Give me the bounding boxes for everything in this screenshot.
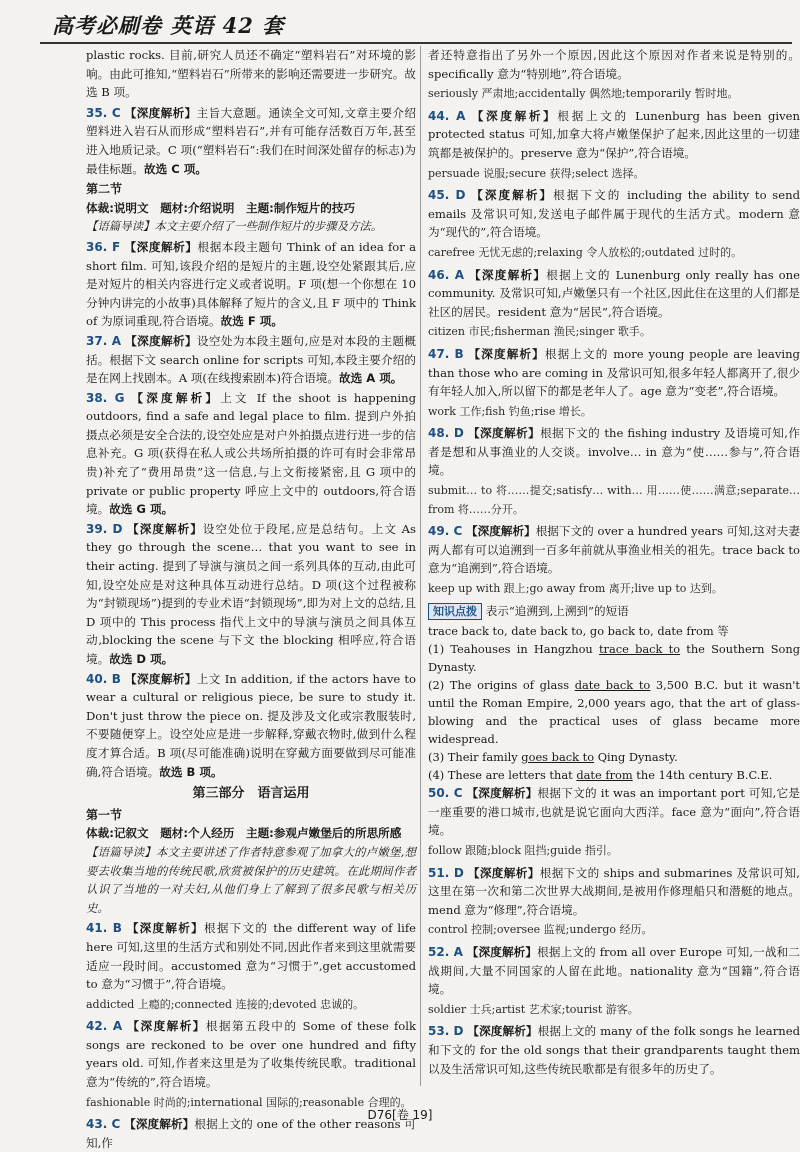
example-text: (4) These are letters that (428, 768, 577, 783)
analysis-tag: 【深度解析】 (467, 1024, 538, 1039)
analysis-text: 主旨大意题。通读全文可知,文章主要介绍塑料进入岩石从而形成“塑料岩石”,并有可能存活数百万年,甚至进入地质记录。C 项(“塑料岩石”:我们在时间深处留存的标志)为最佳标题。 (86, 105, 416, 176)
analysis-tag: 【深度解析】 (124, 239, 198, 254)
question-number: 43. C (86, 1117, 121, 1132)
analysis-text: 根据下文的 the fishing industry 及语境可知,作者是想和从事渔业的人交谈。involve… in 意为“使……参与”,符合语境。 (428, 426, 800, 478)
analysis-tag: 【深度解析】 (467, 865, 540, 880)
vocab-note: carefree 无忧无虑的;relaxing 令人放松的;outdated 过时的。 (428, 245, 743, 259)
answer-choice: 故选 C 项。 (143, 161, 207, 176)
answer-item-42 (86, 1017, 416, 1091)
example-sentence-2 (428, 676, 800, 748)
question-number: 51. D (428, 865, 464, 880)
question-number: 35. C (86, 105, 121, 120)
analysis-text: 根据下文的 ships and submarines 及常识可知,这里在第一次和第二次世界大战期间,是被用作修理船只和潜艇的地点。mend 意为“修理”,符合语境。 (428, 865, 800, 917)
analysis-tag: 【深度解析】 (125, 671, 197, 686)
analysis-text: 设空处为本段主题句,应是对本段的主题概括。根据下文 search online for scripts 可知,本段主要介绍的是在网上找剧本。A 项(在线搜索剧本)符合语境。 (86, 333, 416, 386)
analysis-tag: 【深度解析】 (471, 188, 554, 203)
page-number: D76[卷 19] (367, 1108, 433, 1122)
analysis-tag: 【深度解析】 (465, 524, 536, 539)
question-number: 44. A (428, 108, 466, 123)
continued-text: 者还特意指出了另外一个原因,因此这个原因对作者来说是特别的。specifically 意为“特别地”,符合语境。 (428, 48, 800, 81)
question-number: 36. F (86, 239, 121, 254)
vocab-note: keep up with 跟上;go away from 离开;live up to 达到。 (428, 582, 723, 596)
vocab-note: control 控制;oversee 监视;undergo 经历。 (428, 923, 653, 937)
phrase-list: trace back to, date back to, go back to, date from 等 (428, 624, 729, 639)
example-phrase: trace back to (598, 642, 681, 657)
answer-item-49 (428, 522, 800, 578)
answer-choice: 故选 D 项。 (109, 652, 174, 666)
answer-choice: 故选 G 项。 (109, 502, 174, 517)
answer-item-39 (86, 520, 416, 669)
answer-item-47 (428, 345, 800, 401)
analysis-text: 根据下文的 over a hundred years 可知,这对夫妻两人都有可以追溯到一百多年前就从事渔业相关的祖先。trace back to 意为“追溯到”,符合语境。 (428, 524, 800, 576)
analysis-text: 根据上文的 one of the other reasons 可知,作 (86, 1117, 416, 1150)
part-heading: 第三部分 语言运用 (192, 786, 310, 802)
vocab-note: follow 跟随;block 阻挡;guide 指引。 (428, 844, 618, 857)
right-column (428, 46, 800, 1086)
analysis-tag: 【深度解析】 (131, 390, 221, 405)
analysis-tag: 【深度解析】 (469, 267, 547, 282)
analysis-text: 根据第五段中的 Some of these folk songs are reckoned to be over one hundred and fifty years old. 可知,作者来这里是为了收集传统民歌。traditional 意为“传统的”,符合语境。 (86, 1019, 416, 1090)
answer-item-37 (86, 332, 416, 388)
answer-choice: 故选 B 项。 (159, 764, 223, 779)
genre-line: 体裁:记叙文 题材:个人经历 主题:参观卢嫩堡后的所思所感 (86, 826, 402, 841)
answer-item-46 (428, 266, 800, 322)
answer-choice: 故选 A 项。 (338, 371, 403, 386)
question-number: 39. D (86, 521, 123, 536)
example-text: the 14th century B.C.E. (632, 768, 773, 783)
answer-item-50 (428, 784, 800, 840)
book-title: 高考必刷卷 英语 42 套 (52, 13, 285, 38)
question-number: 48. D (428, 426, 464, 441)
analysis-tag: 【深度解析】 (466, 944, 538, 959)
example-text: Qing Dynasty. (594, 750, 678, 765)
answer-choice: 故选 F 项。 (220, 314, 283, 329)
answer-item-44 (428, 107, 800, 163)
vocab-note: citizen 市民;fisherman 渔民;singer 歌手。 (428, 325, 651, 339)
analysis-text: 设空处位于段尾,应是总结句。上文 As they go through the scene… that you want to see in their acting. 提到了导演与演员之间一系列具体的互动,由此可知,设空处应是对这种具体互动进行总结。D 项(这个过程被称为“封锁现场”)提到的专业术语“封锁现场”,即为对上文的总结,且 D 项中的 This process 指代上文中的导演与演员之间具体互动,blocking the scene 与下文 the blocking 相呼应,符合语境。 (86, 521, 416, 666)
example-sentence-3 (428, 748, 800, 766)
analysis-tag: 【深度解析】 (127, 1019, 206, 1034)
answer-item-38 (86, 389, 416, 519)
analysis-tag: 【深度解析】 (471, 108, 558, 123)
header-rule (40, 42, 792, 44)
knowledge-point-title: 表示“追溯到,上溯到”的短语 (485, 603, 629, 618)
question-number: 45. D (428, 188, 466, 203)
vocab-note: persuade 说服;secure 获得;select 选择。 (428, 166, 645, 180)
example-phrase: date from (576, 768, 633, 783)
continued-text: plastic rocks. 目前,研究人员还不确定“塑料岩石”对环境的影响。由此可推知,“塑料岩石”所带来的影响还需要进一步研究。故选 B 项。 (86, 48, 416, 100)
analysis-tag: 【深度解析】 (124, 105, 197, 120)
analysis-text: 上文 If the shoot is happening outdoors, find a safe and legal place to film. 提到户外拍摄点必须是安全合法的,设空处应是对户外拍摄点进行进一步的信息补充。G 项(获得在私人或公共场所拍摄的许可有时会非常昂贵)补充了“费用昂贵”这一信息,与上文衔接紧密,且 G 项中的 private or public property 呼应上文中的 outdoors,符合语境。 (86, 390, 417, 517)
question-number: 52. A (428, 944, 463, 959)
analysis-text: 根据上文的 Lunenburg only really has one community. 及常识可知,卢嫩堡只有一个社区,因此住在这里的人们都是社区的居民。resident 意为“居民”,符合语境。 (428, 267, 800, 319)
analysis-text: 根据下文的 it was an important port 可知,它是一座重要的港口城市,也就是说它面向大西洋。face 意为“面向”,符合语境。 (428, 786, 800, 838)
example-text: (1) Teahouses in Hangzhou (428, 642, 599, 657)
answer-item-40 (86, 670, 416, 782)
answer-item-41 (86, 919, 416, 993)
answer-item-35 (86, 104, 416, 178)
answer-item-45 (428, 186, 800, 242)
example-phrase: goes back to (521, 750, 595, 765)
vocab-note: work 工作;fish 钓鱼;rise 增长。 (428, 404, 592, 418)
analysis-tag: 【深度解析】 (125, 333, 197, 348)
question-number: 38. G (86, 390, 125, 405)
section-title: 第二节 (86, 182, 123, 197)
example-text: the Southern Song Dynasty. (428, 642, 800, 675)
column-divider (420, 46, 421, 1086)
question-number: 47. B (428, 346, 464, 361)
analysis-tag: 【深度解析】 (124, 1117, 195, 1132)
example-text: (2) The origins of glass (428, 678, 575, 693)
analysis-text: 根据下文的 the different way of life here 可知,这里的生活方式和别处不同,因此作者来到这里就需要适应一段时间。accustomed 意为“习惯于”,get accustomed to 意为“习惯于”,符合语境。 (86, 921, 416, 992)
passage-intro: 【语篇导读】本文主要介绍了一些制作短片的步骤及方法。 (86, 219, 383, 234)
vocab-note: seriously 严肃地;accidentally 偶然地;temporarily 暂时地。 (428, 87, 739, 101)
question-number: 53. D (428, 1024, 464, 1039)
example-sentence-1 (428, 640, 800, 676)
answer-item-51 (428, 864, 800, 920)
analysis-text: 根据上文的 many of the folk songs he learned 和下文的 for the old songs that their grandparents taught them 以及生活常识可知,这些传统民歌都是有很多年的历史了。 (428, 1024, 800, 1076)
answer-item-48 (428, 424, 800, 480)
analysis-tag: 【深度解析】 (468, 346, 545, 361)
answer-item-36 (86, 238, 416, 331)
example-phrase: date back to (574, 678, 651, 693)
analysis-tag: 【深度解析】 (126, 921, 204, 936)
analysis-text: 根据上文的 from all over Europe 可知,一战和二战期间,大量不同国家的人留在此地。nationality 意为“国籍”,符合语境。 (428, 944, 800, 997)
knowledge-point-box (428, 602, 800, 621)
example-text: 3,500 B.C. but it wasn't until the Roman Empire, 2,000 years ago, that the art of glass-blowing and the practical uses of glass became more widespread. (428, 678, 800, 747)
analysis-tag: 【深度解析】 (466, 786, 538, 801)
answer-item-52 (428, 943, 800, 999)
question-number: 40. B (86, 671, 121, 686)
question-number: 49. C (428, 524, 463, 539)
analysis-text: 上文 In addition, if the actors have to wear a cultural or religious piece, be sure to study it. Don't just throw the piece on. 提及涉及文化或宗教服装时,不要随便穿上。设空处应是进一步解释,穿戴衣物时,做到什么程度才算合适。B 项(尽可能准确)说明在穿戴方面要做到尽可能准确,符合语境。 (86, 671, 416, 779)
passage-intro: 【语篇导读】本文主要讲述了作者特意参观了加拿大的卢嫩堡,想要去收集当地的传统民歌,欣赏被保护的历史建筑。在此期间作者认识了当地的一对夫妇,从他们身上了解到了很多民歌与相关历史。 (86, 844, 416, 915)
analysis-text: 根据上文的 Lunenburg has been given protected status 可知,加拿大将卢嫩堡保护了起来,因此这里的一切建筑都是被保护的。preserve 意为“保护”,符合语境。 (428, 108, 800, 160)
question-number: 46. A (428, 267, 465, 282)
genre-line: 体裁:说明文 题材:介绍说明 主题:制作短片的技巧 (86, 200, 355, 215)
analysis-text: 根据本段主题句 Think of an idea for a short film. 可知,该段介绍的是短片的主题,设空处紧跟其后,应是对短片的相关内容进行定义或者说明。F 项(想一个你想在 10 分钟内讲完的小故事)具体解释了短片的含义,且 F 项中的 Think of 为原词重现,符合语境。 (86, 239, 416, 329)
answer-item-53 (428, 1022, 800, 1078)
analysis-text: 根据下文的 including the ability to send emails 及常识可知,发送电子邮件属于现代的生活方式。modern 意为“现代的”,符合语境。 (428, 188, 800, 240)
knowledge-point-badge: 知识点拨 (428, 603, 482, 620)
question-number: 42. A (86, 1019, 123, 1034)
analysis-tag: 【深度解析】 (467, 426, 541, 441)
vocab-note: submit… to 将……提交;satisfy… with… 用……使……满意;separate… from 将……分开。 (428, 484, 800, 516)
analysis-tag: 【深度解析】 (127, 521, 203, 536)
vocab-note: addicted 上瘾的;connected 连接的;devoted 忠诚的。 (86, 997, 365, 1011)
question-number: 37. A (86, 333, 122, 348)
vocab-note: soldier 士兵;artist 艺术家;tourist 游客。 (428, 1002, 639, 1016)
vocab-note: fashionable 时尚的;international 国际的;reasonable 合理的。 (86, 1095, 412, 1109)
example-sentence-4 (428, 766, 800, 784)
question-number: 41. B (86, 921, 122, 936)
example-text: (3) Their family (428, 750, 522, 765)
question-number: 50. C (428, 786, 463, 801)
section-title: 第一节 (86, 807, 123, 822)
analysis-text: 根据上文的 more young people are leaving than those who are coming in 及常识可知,很多年轻人都离开了,很少有年轻人加入,所以留下的都是老年人了。age 意为“变老”,符合语境。 (428, 346, 800, 399)
